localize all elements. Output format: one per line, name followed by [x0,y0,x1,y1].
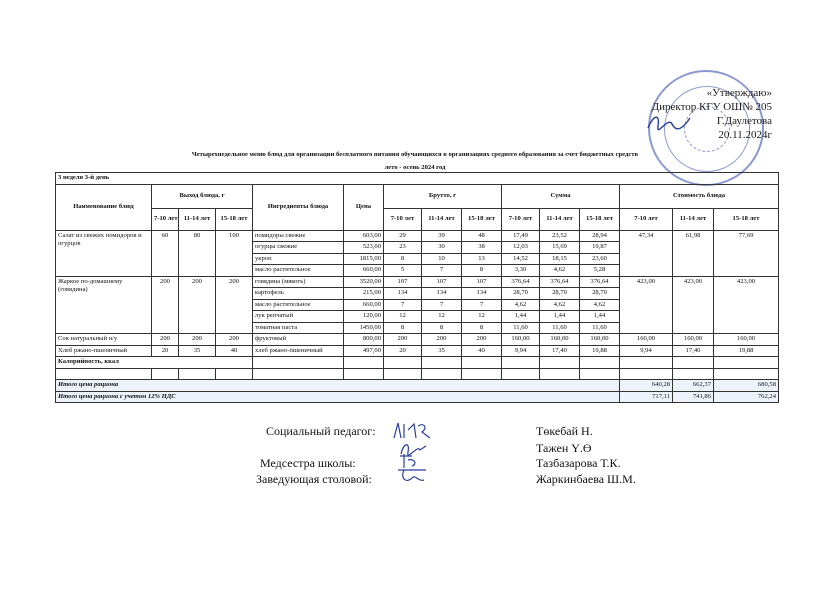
header-age-cost-15-18: 15-18 лет [714,208,779,230]
header-age-brutto-11-14: 11-14 лет [422,208,462,230]
header-age-output-15-18: 15-18 лет [216,208,253,230]
header-output: Выход блюда, г [152,184,253,208]
dish-cost: 160,00 [714,334,779,346]
ingredient-name: говядина (мякоть) [253,276,344,288]
ingredient-sum: 17,40 [540,345,580,357]
dish-output: 60 [152,230,179,276]
header-age-brutto-7-10: 7-10 лет [384,208,422,230]
ingredient-brutto: 134 [422,288,462,300]
ingredient-name: масло растительное [253,265,344,277]
ingredient-sum: 11,60 [540,322,580,334]
ingredient-sum: 15,69 [540,242,580,254]
ingredient-brutto: 200 [384,334,422,346]
dish-cost: 17,40 [673,345,714,357]
header-age-brutto-15-18: 15-18 лет [462,208,502,230]
ingredient-sum: 11,60 [580,322,620,334]
approval-line-4: 20.11.2024г [718,129,772,141]
dish-output: 40 [216,345,253,357]
spacer-row [56,368,779,380]
ingredient-brutto: 10 [422,253,462,265]
name-canteen-manager: Жаркинбаева Ш.М. [536,472,636,486]
ingredient-sum: 11,60 [502,322,540,334]
ingredient-name: хлеб ржано-пшеничный [253,345,344,357]
ingredient-price: 523,00 [344,242,384,254]
ingredient-sum: 4,62 [540,265,580,277]
spacer-cell [152,368,179,380]
total-value: 717,11 [620,391,673,403]
dish-cost: 160,00 [620,334,673,346]
ingredient-brutto: 7 [384,299,422,311]
ingredient-sum: 1,44 [502,311,540,323]
document-title: Четырехнедельное меню блюд для организации бесплатного питания обучающихся в организациях среднего образования за счет бюджетных средств [191,151,639,158]
spacer-cell [422,368,462,380]
header-dish: Наименование блюд [56,184,152,230]
ingredient-name: фруктовый [253,334,344,346]
ingredient-brutto: 38 [462,242,502,254]
ingredient-brutto: 7 [422,299,462,311]
spacer-cell [384,368,422,380]
total-value: 662,37 [673,380,714,392]
total-label: Итого цена рациона [56,380,620,392]
calories-cell [580,357,620,369]
calories-cell [673,357,714,369]
ingredient-price: 497,00 [344,345,384,357]
calories-cell [540,357,580,369]
dish-output: 200 [152,334,179,346]
ingredient-brutto: 30 [422,242,462,254]
table-row [56,334,779,346]
ingredient-sum: 17,49 [502,230,540,242]
ingredient-brutto: 200 [422,334,462,346]
total-row [56,391,779,403]
ingredient-brutto: 35 [422,345,462,357]
calories-cell [714,357,779,369]
spacer-cell [344,368,384,380]
header-price: Цена [344,184,384,230]
ingredient-sum: 4,62 [580,299,620,311]
spacer-cell [56,368,152,380]
day-row [56,173,779,185]
total-row [56,380,779,392]
header-age-output-7-10: 7-10 лет [152,208,179,230]
calories-label: Калорийность, ккал [56,357,253,369]
total-label: Итого цена рациона с учетом 12% НДС [56,391,620,403]
spacer-cell [253,368,344,380]
day-label: 3 неделя 3-й день [56,173,779,185]
ingredient-sum: 160,00 [540,334,580,346]
ingredient-brutto: 12 [422,311,462,323]
header-age-sum-7-10: 7-10 лет [502,208,540,230]
ingredient-sum: 14,52 [502,253,540,265]
spacer-cell [540,368,580,380]
ingredient-sum: 18,15 [540,253,580,265]
ingredient-brutto: 29 [384,230,422,242]
signature-social-pedagogue [392,420,432,442]
name-school-nurse: Тазбазарова Т.К. [536,456,621,470]
dish-output: 100 [216,230,253,276]
calories-row [56,357,779,369]
ingredient-brutto: 134 [462,288,502,300]
ingredient-price: 1450,00 [344,322,384,334]
dish-cost: 423,00 [620,276,673,334]
ingredient-price: 660,00 [344,265,384,277]
table-row [56,276,779,288]
dish-output: 200 [179,334,216,346]
header-age-sum-15-18: 15-18 лет [580,208,620,230]
dish-name: Жаркое по-домашнему (говядина) [56,276,152,334]
spacer-cell [620,368,673,380]
total-value: 680,58 [714,380,779,392]
ingredient-name: лук репчатый [253,311,344,323]
ingredient-price: 215,00 [344,288,384,300]
ingredient-sum: 376,64 [540,276,580,288]
role-school-nurse: Медсестра школы: [260,456,356,470]
calories-cell [502,357,540,369]
ingredient-brutto: 48 [462,230,502,242]
header-row-1 [56,184,779,208]
ingredient-sum: 160,00 [502,334,540,346]
calories-cell [462,357,502,369]
approval-block [602,86,772,142]
header-row-2 [56,208,779,230]
dish-name: Сок натуральный н/у [56,334,152,346]
total-value: 741,86 [673,391,714,403]
ingredient-brutto: 7 [422,265,462,277]
spacer-cell [179,368,216,380]
ingredient-name: картофель [253,288,344,300]
ingredient-brutto: 23 [384,242,422,254]
ingredient-brutto: 7 [462,299,502,311]
header-age-cost-11-14: 11-14 лет [673,208,714,230]
dish-output: 35 [179,345,216,357]
ingredient-brutto: 107 [462,276,502,288]
dish-cost: 9,94 [620,345,673,357]
table-row [56,230,779,242]
ingredient-brutto: 12 [384,311,422,323]
ingredient-brutto: 39 [422,230,462,242]
calories-cell [620,357,673,369]
dish-cost: 423,00 [673,276,714,334]
dish-cost: 160,00 [673,334,714,346]
calories-cell [344,357,384,369]
spacer-cell [462,368,502,380]
ingredient-brutto: 40 [462,345,502,357]
ingredient-sum: 23,52 [540,230,580,242]
ingredient-sum: 19,88 [580,345,620,357]
role-canteen-manager: Заведующая столовой: [256,472,372,486]
dish-cost: 47,34 [620,230,673,276]
ingredient-sum: 28,70 [540,288,580,300]
ingredient-name: огурцы свежие [253,242,344,254]
spacer-cell [502,368,540,380]
ingredient-brutto: 8 [462,265,502,277]
table-row [56,345,779,357]
total-value: 762,24 [714,391,779,403]
header-age-sum-11-14: 11-14 лет [540,208,580,230]
ingredient-price: 603,00 [344,230,384,242]
dish-cost: 19,88 [714,345,779,357]
ingredient-name: масло растительное [253,299,344,311]
dish-cost: 61,98 [673,230,714,276]
ingredient-brutto: 20 [384,345,422,357]
calories-cell [253,357,344,369]
ingredient-brutto: 13 [462,253,502,265]
ingredient-price: 120,00 [344,311,384,323]
header-sum: Сумма [502,184,620,208]
ingredient-sum: 28,70 [502,288,540,300]
ingredient-brutto: 134 [384,288,422,300]
ingredient-sum: 1,44 [540,311,580,323]
dish-cost: 423,00 [714,276,779,334]
dish-output: 200 [179,276,216,334]
ingredient-brutto: 200 [462,334,502,346]
ingredient-name: помидоры свежие [253,230,344,242]
ingredient-sum: 5,28 [580,265,620,277]
ingredient-sum: 3,30 [502,265,540,277]
approval-line-2: Директор КГУ ОШ№ 205 [651,101,772,113]
header-ingredients: Ингредиенты блюда [253,184,344,230]
dish-output: 20 [152,345,179,357]
ingredient-price: 800,00 [344,334,384,346]
approval-line-3: Г.Даулетова [716,115,772,127]
ingredient-sum: 376,64 [580,276,620,288]
dish-name: Салат из свежих помидоров и огурцов [56,230,152,276]
ingredient-sum: 4,62 [502,299,540,311]
document-subtitle: лето - осень 2024 год [384,164,446,171]
spacer-cell [580,368,620,380]
ingredient-brutto: 5 [384,265,422,277]
dish-name: Хлеб ржано-пшеничный [56,345,152,357]
ingredient-sum: 23,60 [580,253,620,265]
ingredient-brutto: 107 [422,276,462,288]
ingredient-brutto: 8 [462,322,502,334]
dish-cost: 77,69 [714,230,779,276]
signature-canteen-manager [396,466,430,486]
ingredient-sum: 28,94 [580,230,620,242]
header-cost: Стоимость блюда [620,184,779,208]
ingredient-price: 660,00 [344,299,384,311]
spacer-cell [216,368,253,380]
ingredient-sum: 4,62 [540,299,580,311]
approval-line-1: «Утверждаю» [706,87,772,99]
header-age-output-11-14: 11-14 лет [179,208,216,230]
ingredient-sum: 9,94 [502,345,540,357]
spacer-cell [714,368,779,380]
ingredient-sum: 19,87 [580,242,620,254]
ingredient-brutto: 107 [384,276,422,288]
ingredient-brutto: 8 [422,322,462,334]
dish-output: 200 [216,276,253,334]
ingredient-brutto: 8 [384,322,422,334]
ingredient-price: 1815,00 [344,253,384,265]
ingredient-name: укроп [253,253,344,265]
ingredient-sum: 1,44 [580,311,620,323]
name-second-person: Тажен Ү.Ө [536,441,592,455]
ingredient-sum: 12,03 [502,242,540,254]
dish-output: 200 [152,276,179,334]
role-social-pedagogue: Социальный педагог: [266,424,376,438]
menu-table [55,172,779,403]
name-social-pedagogue: Төкебай Н. [536,424,593,438]
spacer-cell [673,368,714,380]
ingredient-sum: 376,64 [502,276,540,288]
ingredient-sum: 28,70 [580,288,620,300]
dish-output: 80 [179,230,216,276]
ingredient-brutto: 12 [462,311,502,323]
ingredient-brutto: 8 [384,253,422,265]
header-brutto: Брутто, г [384,184,502,208]
dish-output: 200 [216,334,253,346]
ingredient-price: 3520,00 [344,276,384,288]
calories-cell [384,357,422,369]
ingredient-name: томатная паста [253,322,344,334]
ingredient-sum: 160,00 [580,334,620,346]
total-value: 640,28 [620,380,673,392]
calories-cell [422,357,462,369]
header-age-cost-7-10: 7-10 лет [620,208,673,230]
